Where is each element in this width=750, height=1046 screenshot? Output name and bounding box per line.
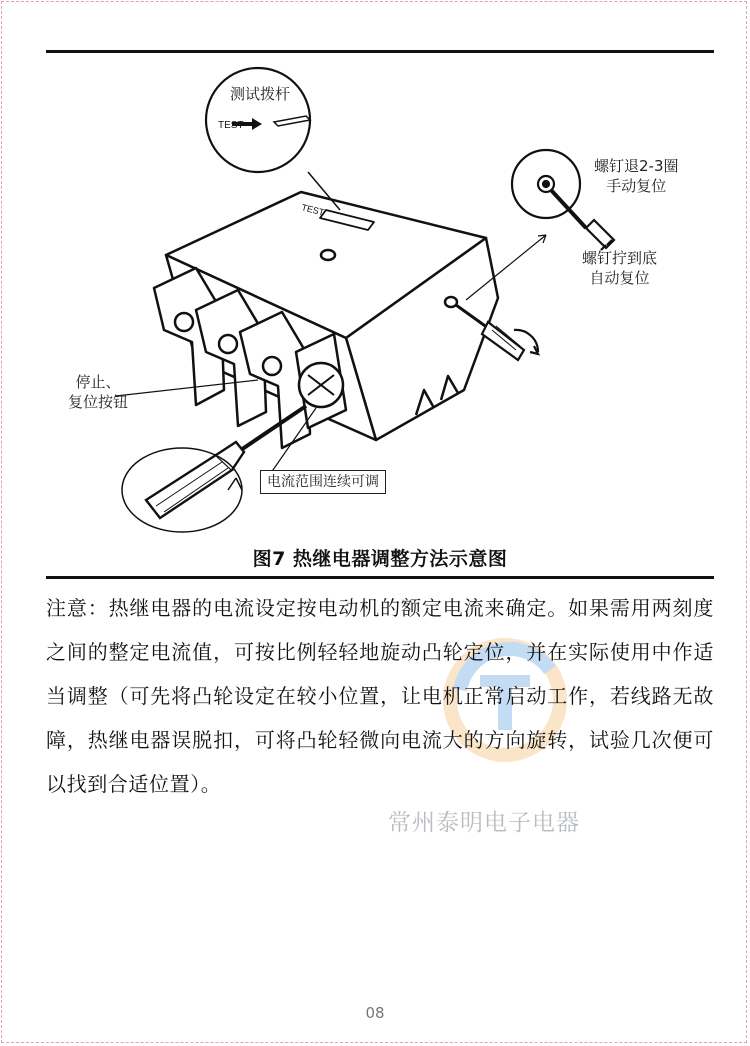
relay-illustration [46, 60, 714, 540]
note-text: 注意：热继电器的电流设定按电动机的额定电流来确定。如果需用两刻度之间的整定电流值，可按比例轻轻地旋动凸轮定位，并在实际使用中作适当调整（可先将凸轮设定在较小位置，让电机正常启动工作，若线路无故障，热继电器误脱扣，可将凸轮轻微向电流大的方向旋转，试验几次便可以找到合适位置）。 [46, 596, 714, 796]
test-mark-device: TEST [300, 202, 326, 218]
header-rule [46, 50, 714, 53]
test-mark-zoom: TEST [218, 120, 244, 131]
current-range-label: 电流范围连续可调 [260, 470, 386, 494]
auto-reset-label: 螺钉拧到底 自动复位 [582, 249, 658, 287]
company-watermark: 常州泰明电子电器 [388, 810, 580, 836]
note-paragraph [46, 586, 714, 806]
caption-rule [46, 576, 714, 579]
test-lever-label: 测试拨杆 [230, 85, 291, 103]
page-number: 08 [365, 1004, 385, 1022]
relay-adjustment-figure [46, 60, 714, 540]
stop-reset-button-label: 停止、 复位按钮 [68, 373, 129, 411]
figure-caption: 图7 热继电器调整方法示意图 [252, 548, 508, 570]
manual-reset-label: 螺钉退2-3圈 手动复位 [594, 157, 679, 195]
